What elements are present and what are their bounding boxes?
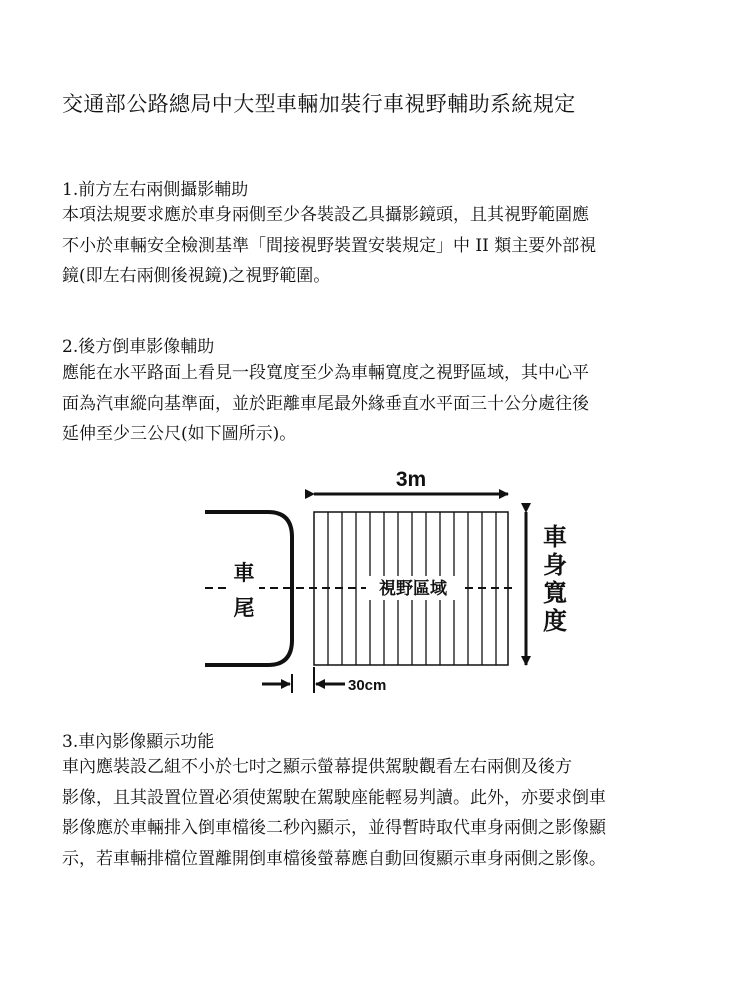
zone-label: 視野區域: [379, 579, 447, 599]
section-1-line: 不小於車輛安全檢測基準「間接視野裝置安裝規定」中 II 類主要外部視: [62, 235, 597, 256]
width-label-char: 車: [543, 523, 567, 551]
rear-label-top: 車: [233, 561, 255, 585]
section-2-heading: 2.後方倒車影像輔助: [62, 337, 215, 357]
section-1-body: [62, 200, 596, 292]
gap-label: 30cm: [348, 677, 387, 694]
section-2-line: 面為汽車縱向基準面，並於距離車尾最外緣垂直水平面三十公分處往後: [62, 393, 589, 414]
section-3-line: 示，若車輛排檔位置離開倒車檔後螢幕應自動回復顯示車身兩側之影像。: [62, 848, 606, 869]
length-label: 3m: [395, 468, 427, 491]
document-title: 交通部公路總局中大型車輛加裝行車視野輔助系統規定: [62, 92, 576, 116]
section-2-body: [62, 358, 589, 450]
width-label-char: 身: [543, 551, 567, 579]
section-3-line: 影像應於車輛排入倒車檔後二秒內顯示，並得暫時取代車身兩側之影像顯: [62, 818, 606, 838]
width-label-char: 度: [543, 607, 567, 635]
section-3-heading: 3.車內影像顯示功能: [62, 732, 215, 752]
section-2-line: 延伸至少三公尺(如下圖所示)。: [62, 424, 297, 444]
section-3-line: 車內應裝設乙組不小於七吋之顯示螢幕提供駕駛觀看左右兩側及後方: [62, 757, 572, 777]
section-2-line: 應能在水平路面上看見一段寬度至少為車輛寬度之視野區域，其中心平: [62, 363, 589, 383]
section-3-body: [62, 752, 606, 874]
section-1-line: 本項法規要求應於車身兩側至少各裝設乙具攝影鏡頭，且其視野範圍應: [62, 205, 589, 225]
rear-view-zone-diagram: [0, 455, 750, 705]
section-3-line: 影像，且其設置位置必須使駕駛在駕駛座能輕易判讀。此外，亦要求倒車: [62, 787, 606, 808]
rear-label-bottom: 尾: [233, 596, 255, 620]
section-1-line: 鏡(即左右兩側後視鏡)之視野範圍。: [62, 266, 331, 286]
width-label-char: 寬: [543, 579, 567, 607]
section-1-heading: 1.前方左右兩側攝影輔助: [62, 180, 249, 200]
